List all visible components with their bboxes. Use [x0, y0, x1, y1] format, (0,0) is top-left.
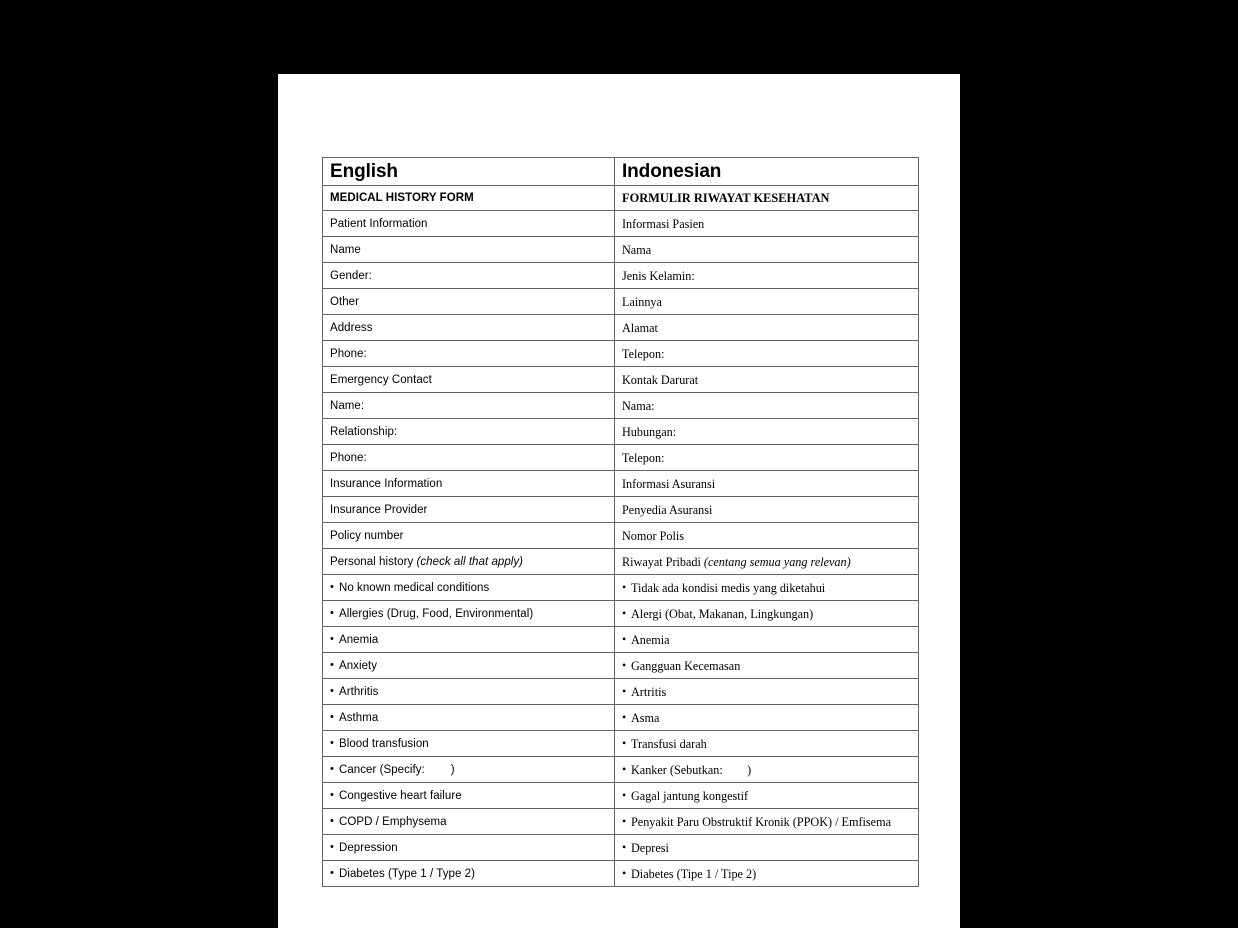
cell-label: Informasi Asuransi — [622, 476, 716, 491]
table-row — [323, 575, 919, 601]
table-row — [323, 393, 919, 419]
table-row — [323, 731, 919, 757]
cell-label: Nomor Polis — [622, 528, 684, 543]
cell-label: Cancer (Specify: ) — [339, 763, 455, 776]
cell-english — [323, 653, 615, 679]
table-body — [323, 186, 919, 887]
cell-indonesian — [615, 627, 919, 653]
cell-label: Address — [330, 321, 373, 334]
table-row — [323, 809, 919, 835]
bullet-icon: • — [330, 840, 334, 853]
bullet-icon: • — [330, 788, 334, 801]
cell-label: Tidak ada kondisi medis yang diketahui — [631, 580, 826, 595]
table-row — [323, 341, 919, 367]
cell-indonesian — [615, 263, 919, 289]
bullet-icon: • — [622, 735, 627, 750]
table-row — [323, 783, 919, 809]
cell-label: Gagal jantung kongestif — [631, 788, 749, 803]
cell-label: Artritis — [631, 684, 667, 699]
cell-english — [323, 237, 615, 263]
cell-label: Relationship: — [330, 425, 398, 438]
bullet-icon: • — [330, 736, 334, 749]
cell-label: Diabetes (Tipe 1 / Tipe 2) — [631, 866, 757, 881]
cell-english — [323, 627, 615, 653]
cell-indonesian — [615, 341, 919, 367]
cell-label: Kontak Darurat — [622, 372, 699, 387]
bullet-icon: • — [330, 710, 334, 723]
cell-label: Phone: — [330, 451, 367, 464]
cell-indonesian — [615, 809, 919, 835]
cell-indonesian — [615, 419, 919, 445]
column-header-english: English — [323, 158, 615, 186]
cell-english — [323, 471, 615, 497]
bullet-icon: • — [622, 709, 627, 724]
cell-label: Emergency Contact — [330, 373, 432, 386]
table-row — [323, 861, 919, 887]
cell-label: Nama: — [622, 398, 655, 413]
cell-label: Blood transfusion — [339, 737, 429, 750]
column-header-indonesian: Indonesian — [615, 158, 919, 186]
cell-indonesian — [615, 679, 919, 705]
cell-indonesian — [615, 523, 919, 549]
bullet-icon: • — [622, 813, 627, 828]
cell-english — [323, 419, 615, 445]
cell-indonesian — [615, 393, 919, 419]
table-row — [323, 627, 919, 653]
bullet-icon: • — [330, 814, 334, 827]
cell-label: Patient Information — [330, 217, 428, 230]
cell-label: Transfusi darah — [631, 736, 707, 751]
table-row — [323, 549, 919, 575]
cell-label: Anemia — [631, 632, 670, 647]
cell-label: Other — [330, 295, 360, 308]
cell-english — [323, 289, 615, 315]
bullet-icon: • — [622, 605, 627, 620]
cell-english — [323, 601, 615, 627]
bullet-icon: • — [622, 787, 627, 802]
cell-english — [323, 523, 615, 549]
bullet-icon: • — [622, 631, 627, 646]
cell-label: Phone: — [330, 347, 367, 360]
table-row — [323, 445, 919, 471]
cell-english — [323, 679, 615, 705]
table-row — [323, 211, 919, 237]
cell-label: Nama — [622, 242, 652, 257]
cell-label: Telepon: — [622, 346, 665, 361]
table-row — [323, 601, 919, 627]
table-row — [323, 367, 919, 393]
bullet-icon: • — [622, 839, 627, 854]
cell-indonesian — [615, 186, 919, 211]
bullet-icon: • — [330, 866, 334, 879]
bullet-icon: • — [330, 762, 334, 775]
cell-note: (centang semua yang relevan) — [703, 554, 851, 569]
cell-label: Penyedia Asuransi — [622, 502, 713, 517]
cell-label: Alergi (Obat, Makanan, Lingkungan) — [631, 606, 814, 621]
table-row — [323, 471, 919, 497]
cell-label: MEDICAL HISTORY FORM — [330, 192, 474, 204]
cell-english — [323, 315, 615, 341]
cell-label: Allergies (Drug, Food, Environmental) — [339, 607, 534, 620]
cell-english — [323, 757, 615, 783]
cell-english — [323, 731, 615, 757]
cell-english — [323, 809, 615, 835]
cell-indonesian — [615, 471, 919, 497]
cell-indonesian — [615, 731, 919, 757]
cell-label: Asma — [631, 710, 660, 725]
cell-label: FORMULIR RIWAYAT KESEHATAN — [622, 191, 830, 205]
cell-label: Anxiety — [339, 659, 378, 672]
cell-indonesian — [615, 705, 919, 731]
table-row — [323, 653, 919, 679]
cell-label: Alamat — [622, 320, 658, 335]
cell-english — [323, 497, 615, 523]
cell-indonesian — [615, 575, 919, 601]
table-row — [323, 497, 919, 523]
cell-label: Insurance Information — [330, 477, 443, 490]
bullet-icon: • — [622, 579, 627, 594]
cell-english — [323, 393, 615, 419]
cell-label: Lainnya — [622, 294, 662, 309]
table-row — [323, 186, 919, 211]
cell-english — [323, 341, 615, 367]
cell-label: Penyakit Paru Obstruktif Kronik (PPOK) / Emfisema — [631, 814, 891, 829]
cell-label: Informasi Pasien — [622, 216, 705, 231]
table-row — [323, 315, 919, 341]
cell-note: (check all that apply) — [416, 555, 524, 568]
cell-label: Jenis Kelamin: — [622, 268, 695, 283]
cell-indonesian — [615, 835, 919, 861]
cell-label: Insurance Provider — [330, 503, 428, 516]
table-row — [323, 523, 919, 549]
table-header — [323, 158, 919, 186]
cell-label: Personal history — [330, 555, 417, 568]
cell-label: Gender: — [330, 269, 372, 282]
cell-label: No known medical conditions — [339, 581, 490, 594]
cell-label: Telepon: — [622, 450, 665, 465]
bullet-icon: • — [622, 865, 627, 880]
cell-english — [323, 367, 615, 393]
cell-indonesian — [615, 601, 919, 627]
table-row — [323, 263, 919, 289]
cell-label: Policy number — [330, 529, 404, 542]
table-row — [323, 705, 919, 731]
cell-label: Arthritis — [339, 685, 379, 698]
cell-english — [323, 549, 615, 575]
cell-indonesian — [615, 367, 919, 393]
cell-indonesian — [615, 653, 919, 679]
cell-indonesian — [615, 757, 919, 783]
cell-english — [323, 263, 615, 289]
cell-indonesian — [615, 861, 919, 887]
bullet-icon: • — [622, 761, 627, 776]
cell-english — [323, 835, 615, 861]
cell-english — [323, 445, 615, 471]
bilingual-translation-table — [322, 157, 919, 887]
table-row — [323, 237, 919, 263]
cell-indonesian — [615, 211, 919, 237]
table-row — [323, 679, 919, 705]
cell-indonesian — [615, 549, 919, 575]
cell-label: COPD / Emphysema — [339, 815, 447, 828]
cell-label: Asthma — [339, 711, 379, 724]
cell-label: Anemia — [339, 633, 379, 646]
bullet-icon: • — [622, 683, 627, 698]
bullet-icon: • — [622, 657, 627, 672]
cell-indonesian — [615, 783, 919, 809]
bullet-icon: • — [330, 580, 334, 593]
cell-english — [323, 211, 615, 237]
cell-english — [323, 783, 615, 809]
cell-english — [323, 861, 615, 887]
cell-label: Riwayat Pribadi — [622, 554, 704, 569]
cell-label: Gangguan Kecemasan — [631, 658, 741, 673]
bullet-icon: • — [330, 632, 334, 645]
table-row — [323, 835, 919, 861]
document-page — [278, 74, 960, 928]
cell-indonesian — [615, 289, 919, 315]
bullet-icon: • — [330, 606, 334, 619]
table-row — [323, 419, 919, 445]
cell-label: Hubungan: — [622, 424, 677, 439]
cell-indonesian — [615, 237, 919, 263]
cell-label: Depresi — [631, 840, 669, 855]
table-row — [323, 289, 919, 315]
cell-english — [323, 575, 615, 601]
table-header-row — [323, 158, 919, 186]
cell-label: Name: — [330, 399, 365, 412]
cell-indonesian — [615, 445, 919, 471]
bullet-icon: • — [330, 658, 334, 671]
cell-english — [323, 705, 615, 731]
cell-label: Congestive heart failure — [339, 789, 462, 802]
cell-indonesian — [615, 315, 919, 341]
cell-label: Diabetes (Type 1 / Type 2) — [339, 867, 475, 880]
cell-indonesian — [615, 497, 919, 523]
table-row — [323, 757, 919, 783]
cell-label: Kanker (Sebutkan: ) — [631, 762, 752, 777]
bullet-icon: • — [330, 684, 334, 697]
cell-english — [323, 186, 615, 211]
cell-label: Name — [330, 243, 361, 256]
cell-label: Depression — [339, 841, 398, 854]
